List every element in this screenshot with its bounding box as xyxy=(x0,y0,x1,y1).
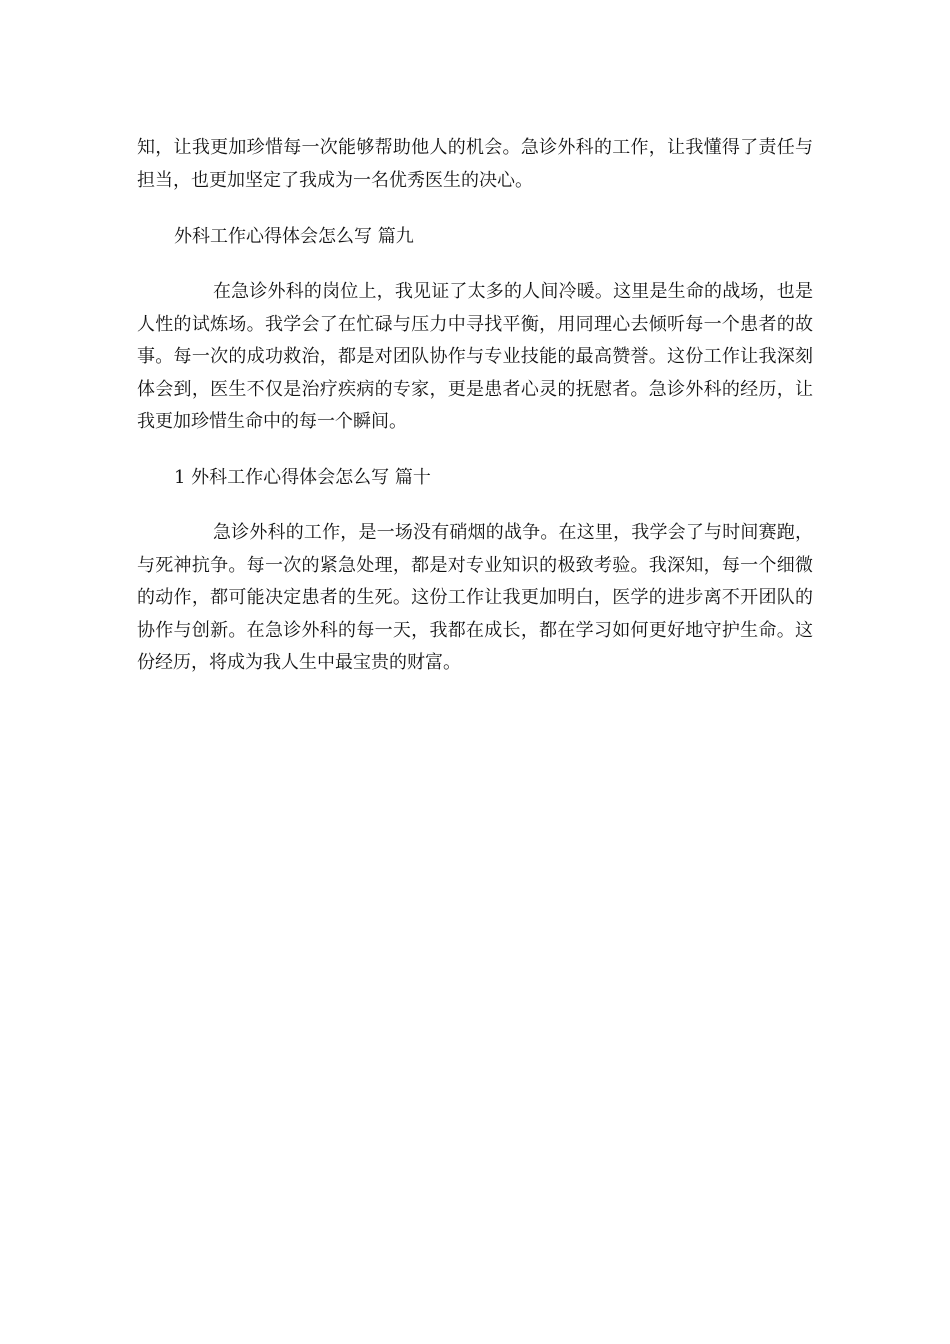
section-heading-10: 1 外科工作心得体会怎么写 篇十 xyxy=(174,467,431,488)
paragraph-continued: 知，让我更加珍惜每一次能够帮助他人的机会。急诊外科的工作，让我懂得了责任与担当，也更加坚定了我成为一名优秀医生的决心。 xyxy=(137,137,813,191)
section-paragraph-10: 急诊外科的工作，是一场没有硝烟的战争。在这里，我学会了与时间赛跑，与死神抗争。每一次的紧急处理，都是对专业知识的极致考验。我深知，每一个细微的动作，都可能决定患者的生死。这份工作让我更加明白，医学的进步离不开团队的协作与创新。在急诊外科的每一天，我都在成长，都在学习如何更好地守护生命。这份经历，将成为我人生中最宝贵的财富。 xyxy=(137,522,813,673)
section-paragraph-9: 在急诊外科的岗位上，我见证了太多的人间冷暖。这里是生命的战场，也是人性的试炼场。我学会了在忙碌与压力中寻找平衡，用同理心去倾听每一个患者的故事。每一次的成功救治，都是对团队协作与专业技能的最高赞誉。这份工作让我深刻体会到，医生不仅是治疗疾病的专家，更是患者心灵的抚慰者。急诊外科的经历，让我更加珍惜生命中的每一个瞬间。 xyxy=(137,281,813,432)
section-heading-9: 外科工作心得体会怎么写 篇九 xyxy=(174,226,414,247)
